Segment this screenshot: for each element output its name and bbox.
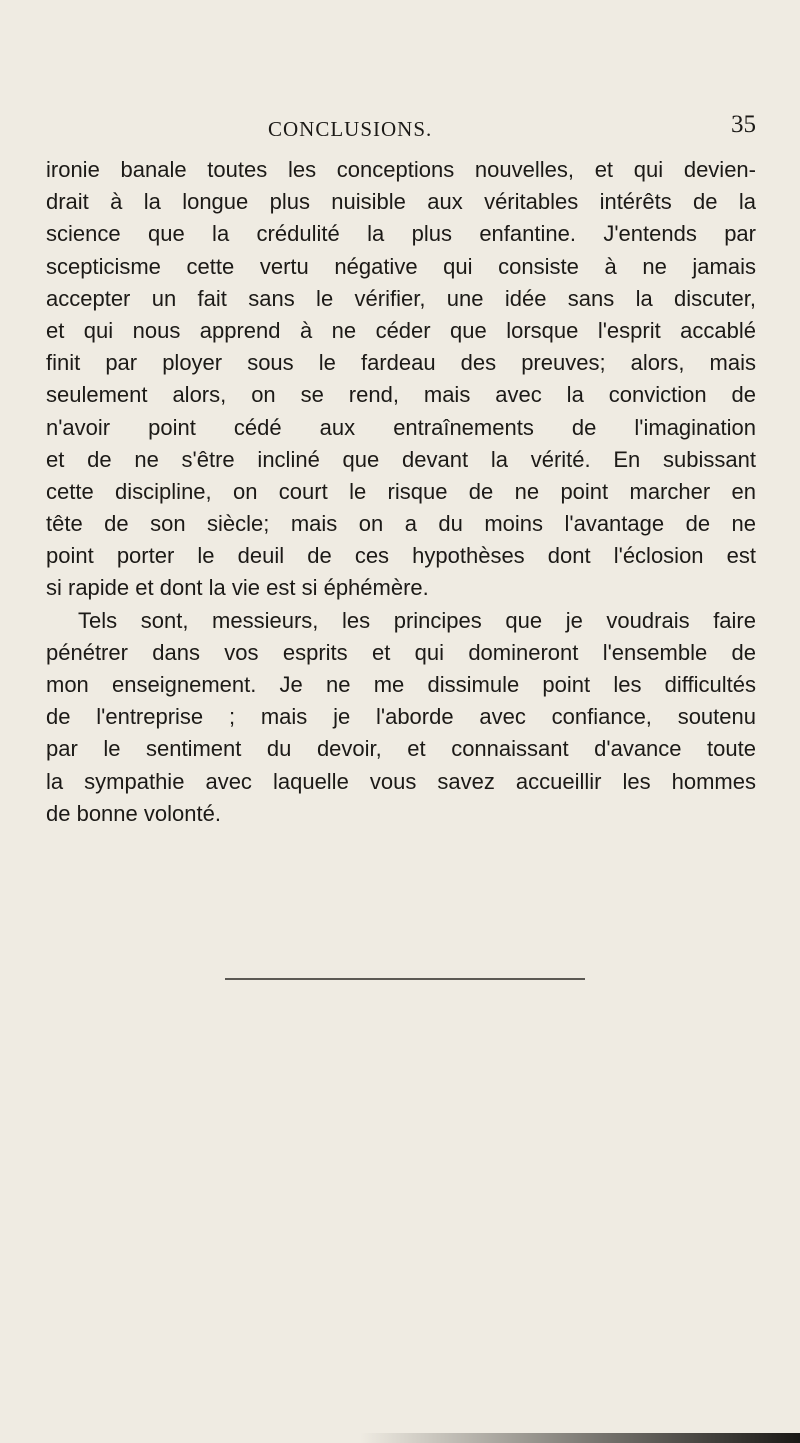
text-line: scepticisme cette vertu négative qui consiste à ne jamais bbox=[46, 253, 756, 279]
text-line: de l'entreprise ; mais je l'aborde avec confiance, soutenu bbox=[46, 704, 756, 730]
body-text bbox=[46, 154, 756, 830]
text-line: finit par ployer sous le fardeau des preuves; alors, mais bbox=[46, 350, 756, 376]
text-line: Tels sont, messieurs, les principes que je voudrais faire bbox=[78, 607, 756, 633]
text-line: mon enseignement. Je ne me dissimule point les difficultés bbox=[46, 672, 756, 697]
text-line: seulement alors, on se rend, mais avec la conviction de bbox=[46, 382, 756, 408]
text-line: accepter un fait sans le vérifier, une idée sans la discuter, bbox=[46, 285, 756, 311]
text-line: de bonne volonté. bbox=[46, 800, 221, 826]
text-line: et qui nous apprend à ne céder que lorsque l'esprit accablé bbox=[46, 317, 756, 343]
text-line: pénétrer dans vos esprits et qui domineront l'ensemble de bbox=[46, 639, 756, 665]
paragraph-2 bbox=[46, 605, 756, 830]
page-number: 35 bbox=[731, 111, 756, 138]
text-line: ironie banale toutes les conceptions nouvelles, et qui devien- bbox=[46, 157, 756, 182]
text-line: point porter le deuil de ces hypothèses dont l'éclosion est bbox=[46, 543, 756, 569]
text-line: si rapide et dont la vie est si éphémère. bbox=[46, 575, 429, 601]
page-edge-shadow bbox=[0, 1433, 800, 1443]
text-line: et de ne s'être incliné que devant la vérité. En subissant bbox=[46, 446, 756, 472]
text-line: cette discipline, on court le risque de ne point marcher en bbox=[46, 478, 756, 504]
paragraph-1 bbox=[46, 154, 756, 605]
text-line: n'avoir point cédé aux entraînements de l'imagination bbox=[46, 414, 756, 440]
bottom-rule bbox=[225, 978, 585, 980]
text-line: la sympathie avec laquelle vous savez accueillir les hommes bbox=[46, 768, 756, 794]
page-header bbox=[40, 109, 760, 149]
running-head: CONCLUSIONS. bbox=[268, 117, 433, 141]
text-line: science que la crédulité la plus enfantine. J'entends par bbox=[46, 221, 756, 247]
text-line: par le sentiment du devoir, et connaissant d'avance toute bbox=[46, 736, 756, 762]
text-line: drait à la longue plus nuisible aux véritables intérêts de la bbox=[46, 189, 756, 215]
text-line: tête de son siècle; mais on a du moins l'avantage de ne bbox=[46, 511, 756, 537]
